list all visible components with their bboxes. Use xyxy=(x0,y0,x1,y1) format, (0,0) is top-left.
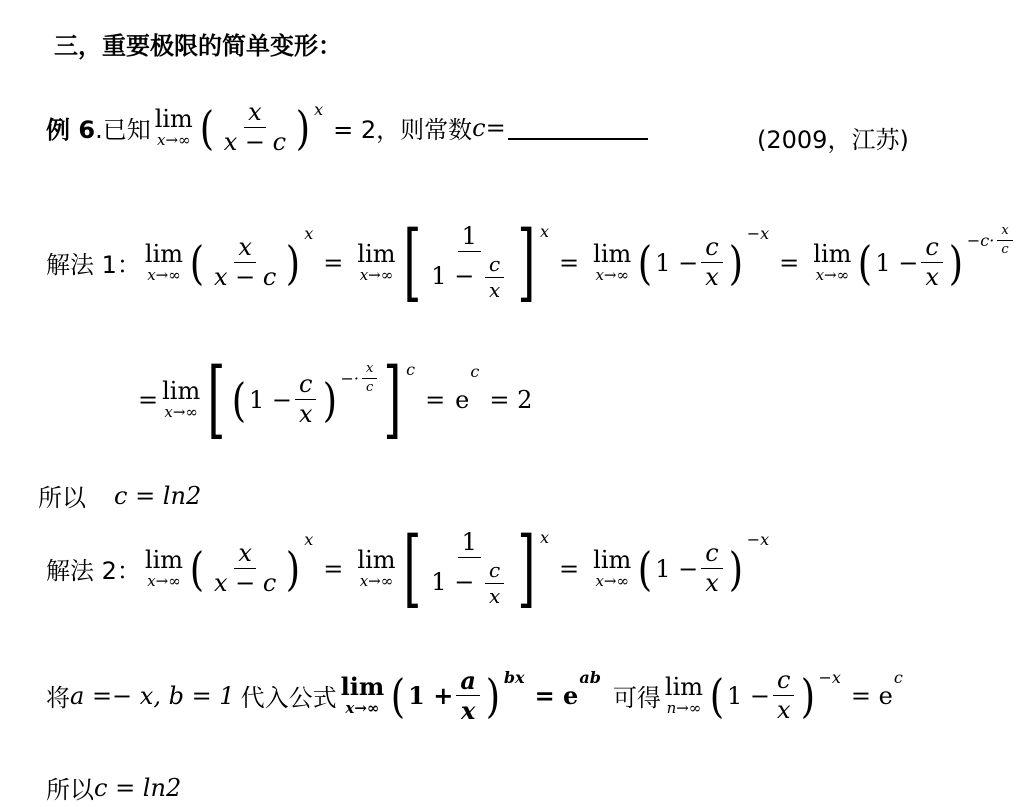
equals: = xyxy=(779,248,800,277)
lim-word: lim xyxy=(593,240,632,269)
exponent: x xyxy=(304,224,314,243)
equals: = xyxy=(559,554,580,583)
sub-den: x xyxy=(488,278,501,303)
fraction xyxy=(773,668,795,723)
term-prefix: 1 − xyxy=(726,681,770,710)
exponent: x xyxy=(540,222,550,241)
fraction-den xyxy=(427,252,511,301)
lim-sub: n→∞ xyxy=(666,699,702,718)
lim-sub: x→∞ xyxy=(815,266,850,285)
left-paren: ( xyxy=(638,541,653,596)
term-prefix: 1 − xyxy=(248,385,292,414)
right-bracket: ] xyxy=(517,518,536,617)
exponent: x xyxy=(304,530,314,549)
answer-blank xyxy=(508,116,648,140)
equals: = xyxy=(485,113,506,142)
lim-sub: x→∞ xyxy=(359,572,394,591)
lim-sub: x→∞ xyxy=(147,266,181,285)
conclusion-1 xyxy=(38,478,201,513)
fraction xyxy=(456,666,480,726)
equals: = xyxy=(323,554,344,583)
right-paren: ) xyxy=(286,235,301,290)
exp-den: c xyxy=(366,379,374,395)
exponent: ab xyxy=(579,668,601,687)
example-6 xyxy=(46,100,648,155)
exponent: bx xyxy=(503,668,525,687)
equals: = xyxy=(425,385,446,414)
fraction-num: c xyxy=(295,372,316,400)
equals: = xyxy=(323,248,344,277)
exponent: c xyxy=(406,360,416,379)
limit xyxy=(813,242,851,283)
lim-word: lim xyxy=(664,673,703,702)
fraction-num: c xyxy=(701,235,722,263)
lim-word: lim xyxy=(340,672,385,702)
left-paren: ( xyxy=(189,235,205,290)
fraction-den: x − c xyxy=(213,263,277,292)
lim-sub: x→∞ xyxy=(164,403,198,422)
fraction-num: a xyxy=(456,668,480,696)
method-1-label: 解法 1： xyxy=(46,251,141,280)
method-1-line-2 xyxy=(138,350,533,448)
fraction xyxy=(210,538,280,598)
section-title xyxy=(54,26,342,61)
fraction-den: x xyxy=(460,696,476,726)
exponent: −x xyxy=(818,668,841,687)
lim-sub: x→∞ xyxy=(359,266,394,285)
fraction-den: x xyxy=(298,400,313,429)
right-paren: ) xyxy=(295,100,311,155)
exp-den: c xyxy=(1001,241,1009,257)
sub-text-3: 可得 xyxy=(612,684,661,713)
limit xyxy=(593,242,631,283)
fraction-num: x xyxy=(244,100,266,128)
fraction xyxy=(701,538,723,598)
limit xyxy=(162,379,200,420)
conclusion-label: 所以 xyxy=(38,484,86,512)
right-paren: ) xyxy=(800,668,815,723)
den-prefix: 1 − xyxy=(431,568,475,597)
fraction-num: 1 xyxy=(458,224,481,252)
exp-num: x xyxy=(362,362,377,379)
sub-fraction xyxy=(485,254,504,301)
right-paren: ) xyxy=(286,541,301,596)
left-paren: ( xyxy=(638,235,653,290)
fraction-num: c xyxy=(921,235,942,263)
exponent: x xyxy=(314,100,324,119)
sub-num: c xyxy=(485,560,504,584)
exponent: x xyxy=(540,528,550,547)
conclusion-2 xyxy=(46,770,181,805)
exponent xyxy=(967,224,1016,256)
fraction-num: c xyxy=(701,541,722,569)
left-paren: ( xyxy=(231,372,247,427)
conclusion-expr: c = ln2 xyxy=(94,773,182,802)
right-bracket: ] xyxy=(517,212,536,311)
sub-num: c xyxy=(485,254,504,278)
equals: = xyxy=(559,248,580,277)
conclusion-label: 所以 xyxy=(46,776,94,804)
exponent: −x xyxy=(746,224,770,243)
right-paren: ) xyxy=(728,541,743,596)
result-eq: = e xyxy=(850,681,893,710)
sub-fraction xyxy=(485,560,504,607)
lim-word: lim xyxy=(813,240,852,269)
lim-word: lim xyxy=(144,240,184,269)
exp-num: x xyxy=(997,224,1012,241)
exponent: −x xyxy=(746,530,770,549)
fraction xyxy=(427,224,511,301)
fraction xyxy=(210,232,280,292)
term-prefix: 1 − xyxy=(655,554,699,583)
right-paren: ) xyxy=(728,235,743,290)
exp-fraction xyxy=(997,224,1012,256)
exponent: c xyxy=(893,668,903,687)
e-constant: e xyxy=(455,385,470,414)
example-source xyxy=(757,120,909,155)
constant-var: c xyxy=(472,113,486,142)
lim-sub: x→∞ xyxy=(147,572,181,591)
limit xyxy=(357,242,395,283)
left-bracket: [ xyxy=(402,518,421,617)
exp-prefix: −c· xyxy=(966,230,995,250)
limit xyxy=(145,242,183,283)
limit xyxy=(357,548,395,589)
exp-fraction xyxy=(362,362,377,394)
exp-prefix: −· xyxy=(340,368,359,388)
example-label: 例 6 xyxy=(46,116,96,145)
equals: = xyxy=(138,385,159,414)
fraction xyxy=(427,530,511,607)
left-paren: ( xyxy=(199,100,214,155)
source-text: (2009，江苏) xyxy=(757,126,909,154)
method-1-line-1 xyxy=(46,212,1016,311)
left-bracket: [ xyxy=(402,212,421,311)
exponent: c xyxy=(470,362,480,381)
left-bracket: [ xyxy=(207,350,226,448)
fraction-num: c xyxy=(773,668,794,696)
den-prefix: 1 − xyxy=(431,262,475,291)
substitution-line xyxy=(46,666,903,726)
left-paren: ( xyxy=(709,668,725,723)
fraction xyxy=(220,100,290,155)
fraction-num: x xyxy=(234,541,256,569)
term-prefix: 1 − xyxy=(655,248,699,277)
right-paren: ) xyxy=(485,668,501,723)
method-2-label: 解法 2： xyxy=(46,557,141,586)
fraction-den: x xyxy=(705,263,719,292)
fraction-den: x − c xyxy=(223,128,287,157)
fraction-num: x xyxy=(234,235,256,263)
result-value: = 2 xyxy=(489,385,533,414)
lim-word: lim xyxy=(593,546,632,575)
fraction-den: x xyxy=(925,263,939,292)
right-paren: ) xyxy=(322,372,337,427)
lim-word: lim xyxy=(144,546,184,575)
exponent xyxy=(340,362,380,394)
sub-text-2: 代入公式 xyxy=(240,684,337,713)
sub-den: x xyxy=(488,584,501,609)
result-limit xyxy=(665,675,703,716)
left-paren: ( xyxy=(189,541,205,596)
term-prefix: 1 + xyxy=(408,681,454,711)
fraction xyxy=(921,232,943,292)
limit xyxy=(593,548,631,589)
right-bracket: ] xyxy=(383,350,402,448)
fraction xyxy=(295,372,317,427)
conclusion-expr: c = ln2 xyxy=(114,481,202,510)
left-paren: ( xyxy=(858,235,873,290)
example-intro: .已知 xyxy=(95,116,151,145)
fraction-den xyxy=(427,558,511,607)
sub-assignment: a =− x, b = 1 xyxy=(70,681,235,710)
limit xyxy=(145,548,183,589)
lim-word: lim xyxy=(154,105,193,134)
limit xyxy=(155,107,193,148)
fraction-den: x − c xyxy=(213,569,277,598)
lim-sub: x→∞ xyxy=(595,572,629,591)
lim-word: lim xyxy=(357,546,396,575)
fraction-den: x xyxy=(776,696,791,725)
fraction xyxy=(701,232,723,292)
lim-sub: x→∞ xyxy=(156,131,191,150)
section-title-text: 三，重要极限的简单变形： xyxy=(54,32,342,60)
term-prefix: 1 − xyxy=(875,248,919,277)
sub-text-1: 将 xyxy=(46,684,70,713)
formula-limit xyxy=(340,672,385,718)
fraction-den: x xyxy=(705,569,719,598)
lim-word: lim xyxy=(162,377,201,406)
lim-word: lim xyxy=(357,240,396,269)
method-2 xyxy=(46,518,770,617)
left-paren: ( xyxy=(391,668,406,723)
lim-sub: x→∞ xyxy=(345,699,380,718)
example-rhs: = 2，则常数 xyxy=(333,116,473,145)
fraction-num: 1 xyxy=(458,530,481,558)
lim-sub: x→∞ xyxy=(595,266,629,285)
formula-eq: = e xyxy=(534,681,579,711)
right-paren: ) xyxy=(948,235,964,290)
